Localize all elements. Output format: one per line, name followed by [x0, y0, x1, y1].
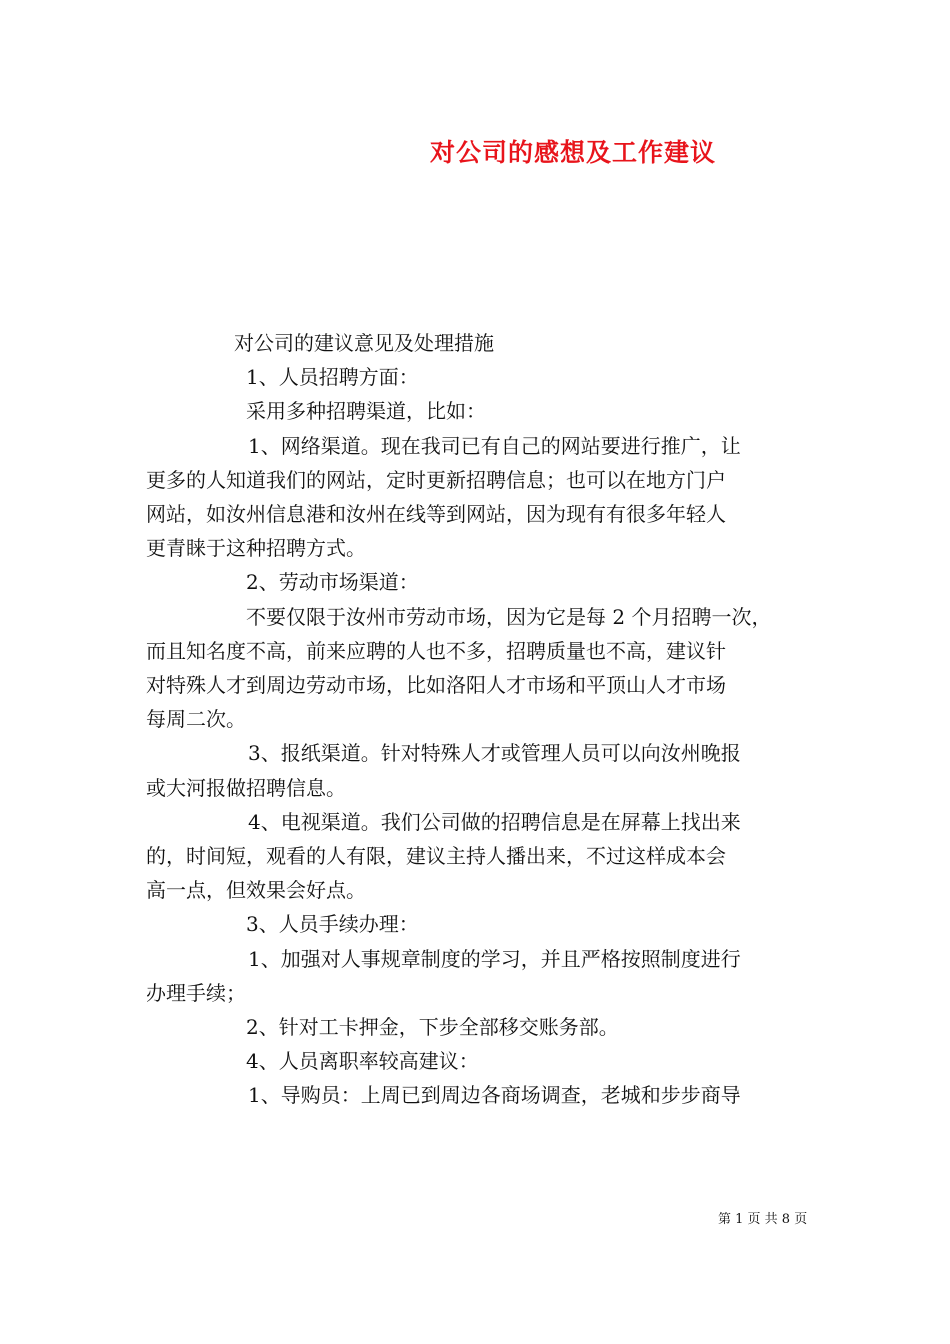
body-line: 4、电视渠道。我们公司做的招聘信息是在屏幕上找出来: [248, 809, 741, 834]
body-line: 1、导购员：上周已到周边各商场调查，老城和步步商导: [248, 1083, 741, 1108]
body-line: 1、网络渠道。现在我司已有自己的网站要进行推广，让: [248, 433, 741, 458]
body-line: 更多的人知道我们的网站，定时更新招聘信息；也可以在地方门户: [146, 467, 726, 492]
body-line: 每周二次。: [146, 707, 246, 732]
body-line: 而且知名度不高，前来应聘的人也不多，招聘质量也不高，建议针: [146, 638, 726, 663]
body-line: 采用多种招聘渠道，比如：: [246, 399, 486, 424]
body-line: 对特殊人才到周边劳动市场，比如洛阳人才市场和平顶山人才市场: [146, 673, 726, 698]
body-line: 3、人员手续办理：: [246, 912, 419, 937]
body-line: 网站，如汝州信息港和汝州在线等到网站，因为现有有很多年轻人: [146, 502, 726, 527]
page-number: 第 1 页 共 8 页: [718, 1212, 808, 1227]
body-line: 1、加强对人事规章制度的学习，并且严格按照制度进行: [248, 946, 741, 971]
body-line: 3、报纸渠道。针对特殊人才或管理人员可以向汝州晚报: [248, 741, 741, 766]
body-line: 不要仅限于汝州市劳动市场，因为它是每 2 个月招聘一次，: [246, 604, 772, 629]
document-body: [146, 326, 806, 1113]
body-line: 2、针对工卡押金，下步全部移交账务部。: [246, 1015, 619, 1040]
body-line: 1、人员招聘方面：: [246, 365, 419, 390]
body-line: 的，时间短，观看的人有限，建议主持人播出来，不过这样成本会: [146, 844, 726, 869]
document-title: 对公司的感想及工作建议: [430, 138, 717, 167]
body-line: 对公司的建议意见及处理措施: [234, 331, 494, 355]
body-line: 2、劳动市场渠道：: [246, 570, 419, 595]
body-line: 办理手续；: [146, 980, 246, 1005]
body-line: 或大河报做招聘信息。: [146, 775, 346, 800]
body-line: 更青睐于这种招聘方式。: [146, 536, 366, 561]
body-line: 高一点，但效果会好点。: [146, 878, 366, 903]
body-line: 4、人员离职率较高建议：: [246, 1049, 479, 1074]
